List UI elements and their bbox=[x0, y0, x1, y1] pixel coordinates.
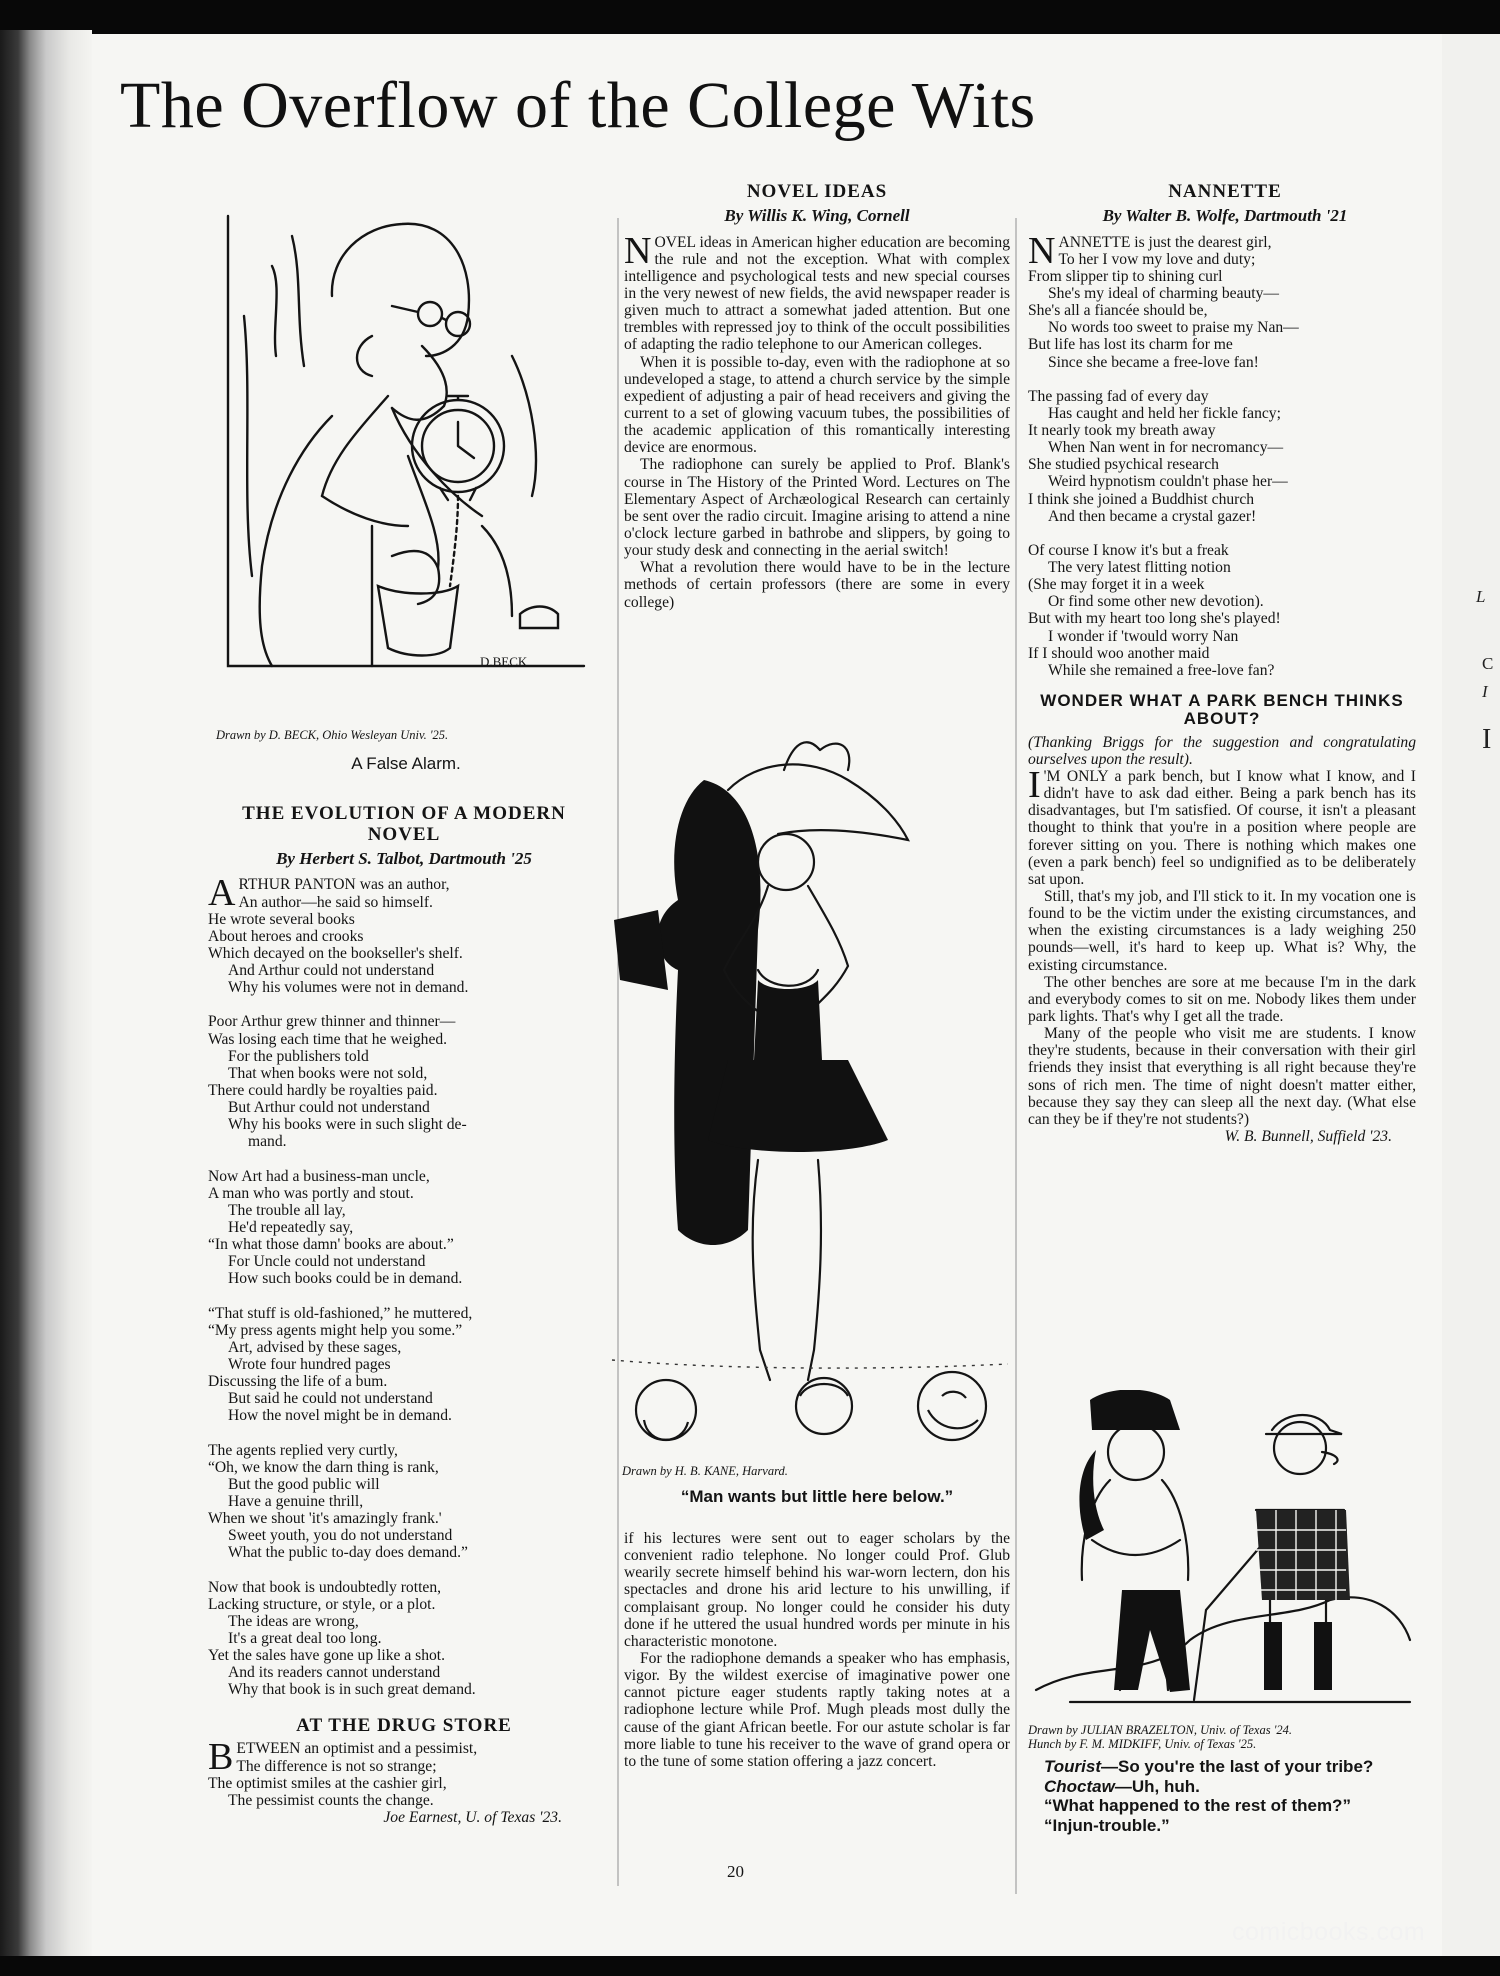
poem-line: When Nan went in for necromancy— bbox=[1048, 439, 1284, 457]
poem-line: I wonder if 'twould worry Nan bbox=[1048, 627, 1239, 645]
poem-stanza bbox=[1028, 388, 1422, 525]
man-wants-illustration bbox=[608, 730, 1014, 1456]
paragraph-text: The radiophone can surely be applied to Prof. Blank's course in The History of the Printed Word. Lectures on The Elementary Aspect of Archæological Research can certainly be sent over the radio circuit. Imagine arising to attend a nine o'clock lecture garbed in bathrobe and slippers, by going to your study desk and connecting in the aerial switch! bbox=[624, 456, 1010, 560]
scan-bottom-border bbox=[0, 1956, 1500, 1976]
next-page-letter: I bbox=[1482, 682, 1488, 701]
poem-line: Have a genuine thrill, bbox=[228, 1492, 364, 1510]
article-heading: WONDER WHAT A PARK BENCH THINKS ABOUT? bbox=[1040, 691, 1404, 728]
poem-line: mand. bbox=[248, 1133, 287, 1151]
poem-line: And Arthur could not understand bbox=[228, 962, 435, 980]
poem-line: Was losing each time that he weighed. bbox=[208, 1030, 448, 1048]
poem-line: Now that book is undoubtedly rotten, bbox=[208, 1578, 442, 1596]
illustration-caption: “Man wants but little here below.” bbox=[680, 1487, 954, 1506]
illustration-credits bbox=[1028, 1724, 1420, 1752]
poem-line: But said he could not understand bbox=[228, 1390, 433, 1408]
poem-line: Which decayed on the bookseller's shelf. bbox=[208, 945, 463, 963]
poem-line: ANNETTE is just the dearest girl, bbox=[1058, 233, 1272, 251]
poem-line: How the novel might be in demand. bbox=[228, 1407, 452, 1425]
park-bench-article bbox=[1028, 692, 1416, 1145]
poem-line: Weird hypnotism couldn't phase her— bbox=[1048, 473, 1288, 491]
tourist-choctaw-illustration bbox=[1030, 1390, 1414, 1720]
poem-line: The very latest flitting notion bbox=[1048, 558, 1231, 576]
novel-ideas-article bbox=[624, 182, 1010, 611]
poem-line: She's my ideal of charming beauty— bbox=[1048, 285, 1280, 302]
poem-line: The agents replied very curtly, bbox=[208, 1441, 398, 1459]
poem-line: “In what those damn' books are about.” bbox=[208, 1236, 454, 1254]
poem-stanza bbox=[1028, 542, 1422, 679]
poem-line: The passing fad of every day bbox=[1028, 387, 1209, 405]
paragraph-text: When it is possible to-day, even with the radiophone at so undeveloped a stage, to attend a church service by the simple expedient of adjusting a pair of head receivers and giving the current to a set of glowing vacuum tubes, the possibilities of the academic application of this romantically interesting device are enormous. bbox=[624, 353, 1010, 457]
poem-line: Discussing the life of a bum. bbox=[208, 1373, 388, 1391]
poem-line: The optimist smiles at the cashier girl, bbox=[208, 1774, 447, 1792]
poem-line: Yet the sales have gone up like a shot. bbox=[208, 1647, 446, 1665]
artist-signature: D.BECK bbox=[480, 654, 528, 669]
page-number: 20 bbox=[727, 1862, 744, 1881]
poem-line: About heroes and crooks bbox=[208, 927, 364, 945]
poem-line: Lacking structure, or style, or a plot. bbox=[208, 1595, 436, 1613]
poem-line: What the public to-day does demand.” bbox=[228, 1544, 468, 1562]
paragraph bbox=[1028, 888, 1416, 974]
paragraph bbox=[1028, 763, 1416, 888]
drugstore-signature: Joe Earnest, U. of Texas '23. bbox=[383, 1808, 562, 1826]
dialogue-line bbox=[1028, 1777, 1420, 1797]
paragraph-text: Many of the people who visit me are students. I know they're students, because in their conversation with their girl friends they insist that everything is all right because they're sons of rich men. The time of night doesn't matter either, because they say they can sleep all the next day. (What else can they be if they're not students?) bbox=[1028, 1025, 1416, 1128]
paragraph-text: Still, that's my job, and I'll stick to it. In my vocation one is found to be the victim under the existing circumstances, and when the existing circumstances is a lady weighing 250 pounds—well, it's hard to keep up. What is? Why, the existing circumstance. bbox=[1028, 887, 1416, 974]
speaker-name: Choctaw bbox=[1044, 1776, 1115, 1796]
poem-byline: By Herbert S. Talbot, Dartmouth '25 bbox=[276, 848, 532, 868]
poem-line: From slipper tip to shining curl bbox=[1028, 267, 1223, 285]
poem-stanza bbox=[208, 1305, 600, 1425]
poem-line: Of course I know it's but a freak bbox=[1028, 541, 1229, 559]
poem-line: And its readers cannot understand bbox=[228, 1664, 441, 1682]
poem-line: The trouble all lay, bbox=[228, 1201, 346, 1219]
poem-body bbox=[208, 872, 600, 1699]
poem-stanza bbox=[208, 872, 600, 997]
dialogue-text: “Injun-trouble.” bbox=[1044, 1815, 1170, 1835]
article-body bbox=[1028, 763, 1416, 1128]
poem-byline: By Walter B. Wolfe, Dartmouth '21 bbox=[1102, 205, 1348, 225]
poem-line: An author—he said so himself. bbox=[238, 893, 433, 911]
artist-credit: Drawn by JULIAN BRAZELTON, Univ. of Texas '24. bbox=[1028, 1723, 1293, 1737]
poem-stanza bbox=[1028, 229, 1422, 371]
paragraph bbox=[624, 1650, 1010, 1770]
illustration-credit: Drawn by H. B. KANE, Harvard. bbox=[622, 1464, 788, 1478]
poem-line: Now Art had a business-man uncle, bbox=[208, 1167, 430, 1185]
paragraph-text: The other benches are sore at me because I'm in the dark and everybody comes to sit on me. Nobody likes them under park lights. That's why I get all the trade. bbox=[1028, 973, 1416, 1025]
paragraph bbox=[624, 354, 1010, 457]
poem-stanza bbox=[208, 1736, 600, 1809]
poem-line: He'd repeatedly say, bbox=[228, 1219, 354, 1236]
poem-line: Or find some other new devotion). bbox=[1048, 593, 1264, 611]
dialogue-line bbox=[1028, 1796, 1420, 1816]
next-page-edge bbox=[1442, 34, 1500, 1956]
speaker-name: Tourist bbox=[1044, 1757, 1101, 1776]
poem-line: The pessimist counts the change. bbox=[228, 1791, 434, 1809]
poem-line: To her I vow my love and duty; bbox=[1058, 250, 1256, 268]
hunch-credit: Hunch by F. M. MIDKIFF, Univ. of Texas '25. bbox=[1028, 1736, 1257, 1751]
drop-cap: A bbox=[208, 872, 236, 915]
poem-line: If I should woo another maid bbox=[1028, 644, 1210, 662]
poem-line: Poor Arthur grew thinner and thinner— bbox=[208, 1013, 456, 1031]
poem-line: But Arthur could not understand bbox=[228, 1099, 430, 1117]
poem-heading: THE EVOLUTION OF A MODERN NOVEL bbox=[242, 803, 566, 845]
article-intro: (Thanking Briggs for the suggestion and congratulating ourselves upon the result). bbox=[1028, 733, 1416, 768]
poem-line: She studied psychical research bbox=[1028, 456, 1219, 474]
paragraph-text: if his lectures were sent out to eager scholars by the convenient radio telephone. No longer could Prof. Glub wearily secrete himself behind his war-worn lectern, don his spectacles and drone his arid lecture to his unwilling, if complaisant group. No longer could he consider his duty done if he uttered the usual hundred words per minute in his characteristic monotone. bbox=[624, 1530, 1010, 1650]
poem-line: While she remained a free-love fan? bbox=[1048, 661, 1275, 679]
paragraph bbox=[1028, 1025, 1416, 1128]
next-page-letter: L bbox=[1476, 587, 1486, 606]
paragraph bbox=[624, 229, 1010, 354]
dialogue-line bbox=[1028, 1816, 1420, 1836]
next-page-letter: C bbox=[1482, 654, 1494, 673]
poem-line: The ideas are wrong, bbox=[228, 1612, 359, 1630]
drop-cap: I bbox=[1028, 763, 1041, 806]
poem-line: Why his books were in such slight de- bbox=[228, 1116, 467, 1134]
book-binding-edge bbox=[0, 30, 92, 1976]
poem-line: Why his volumes were not in demand. bbox=[228, 979, 469, 997]
poem-line: “That stuff is old-fashioned,” he muttered, bbox=[208, 1304, 473, 1322]
false-alarm-illustration bbox=[212, 196, 596, 712]
paragraph-text: OVEL ideas in American higher education are becoming the rule and not the exception. What with complex intelligence and psychological tests and new special courses in the very newest of new fields, the avid newspaper reader is given much to attract a somewhat jaded attention. But one trembles with repressed joy to think of the occult possibilities of adapting the radio telephone to our American colleges. bbox=[624, 233, 1010, 354]
poem-line: “Oh, we know the darn thing is rank, bbox=[208, 1458, 439, 1476]
poem-line: It nearly took my breath away bbox=[1028, 421, 1216, 439]
poem-line: ETWEEN an optimist and a pessimist, bbox=[236, 1740, 478, 1758]
poem-line: For Uncle could not understand bbox=[228, 1253, 426, 1271]
paragraph-text: For the radiophone demands a speaker who has emphasis, vigor. By the wildest exercise of imaginative power one cannot picture eager students raptly taking notes at a radiophone lecture while Prof. Mugh pleads most dully the cause of the giant African beetle. For our astute scholar is far more liable to tune his receiver to the wave of grand opera or to the tune of some station offering a jazz concert. bbox=[624, 1649, 1010, 1770]
dialogue-text: “What happened to the rest of them?” bbox=[1044, 1796, 1351, 1816]
paragraph bbox=[1028, 974, 1416, 1025]
poem-line: “My press agents might help you some.” bbox=[208, 1321, 463, 1339]
paragraph bbox=[624, 559, 1010, 610]
article-body bbox=[624, 229, 1010, 611]
drop-cap: N bbox=[624, 229, 652, 272]
poem-line: I think she joined a Buddhist church bbox=[1028, 490, 1255, 508]
next-page-letter: I bbox=[1482, 724, 1492, 755]
poem-line: She's all a fiancée should be, bbox=[1028, 302, 1208, 320]
paragraph-text: 'M ONLY a park bench, but I know what I know, and I didn't have to ask dad either. Being a park bench has its disadvantages, but I'm satisfied. Of course, it isn't a pleasant thought to think that you're in a position where people are forever sitting on you. There is nothing which makes one (even a park bench) feel so undignified as to be deliberately sat upon. bbox=[1028, 767, 1416, 888]
poem-line: A man who was portly and stout. bbox=[208, 1184, 414, 1202]
illustration-caption: A False Alarm. bbox=[351, 754, 461, 773]
poem-line: He wrote several books bbox=[208, 910, 355, 928]
poem-line: For the publishers told bbox=[228, 1047, 369, 1065]
poem-body bbox=[1028, 229, 1422, 679]
poem-stanza bbox=[208, 1442, 600, 1562]
poem-line: But life has lost its charm for me bbox=[1028, 336, 1233, 354]
novel-ideas-continued bbox=[624, 1530, 1010, 1770]
paragraph-text: What a revolution there would have to be in the lecture methods of certain professors (there are some in every college) bbox=[624, 559, 1010, 611]
poem-line: It's a great deal too long. bbox=[228, 1629, 382, 1647]
article-heading: NOVEL IDEAS bbox=[746, 181, 888, 202]
nannette-poem-column bbox=[1028, 182, 1422, 696]
watermark: comicbooks.com bbox=[1232, 1918, 1426, 1946]
poem-line: No words too sweet to praise my Nan— bbox=[1048, 319, 1299, 337]
poem-line: (She may forget it in a week bbox=[1028, 576, 1205, 594]
poem-heading: NANNETTE bbox=[1168, 181, 1282, 202]
drop-cap: N bbox=[1028, 229, 1056, 272]
poem-stanza bbox=[208, 1013, 600, 1150]
dialogue-text: —Uh, huh. bbox=[1114, 1776, 1200, 1796]
cartoon-dialogue bbox=[1028, 1757, 1420, 1835]
poem-line: There could hardly be royalties paid. bbox=[208, 1082, 438, 1100]
scan-top-border bbox=[0, 0, 1500, 36]
illustration-credit: Drawn by D. BECK, Ohio Wesleyan Univ. '25. bbox=[216, 728, 449, 742]
poem-stanza bbox=[208, 1168, 600, 1288]
poem-line: Has caught and held her fickle fancy; bbox=[1048, 404, 1281, 422]
poem-line: And then became a crystal gazer! bbox=[1048, 507, 1257, 525]
article-signature: W. B. Bunnell, Suffield '23. bbox=[1224, 1127, 1392, 1145]
poem-stanza bbox=[208, 1579, 600, 1699]
drop-cap: B bbox=[208, 1736, 234, 1779]
poem-line: RTHUR PANTON was an author, bbox=[238, 876, 450, 894]
paragraph bbox=[624, 1530, 1010, 1650]
article-byline: By Willis K. Wing, Cornell bbox=[724, 205, 910, 225]
poem-line: Why that book is in such great demand. bbox=[228, 1681, 476, 1699]
page-title: The Overflow of the College Wits bbox=[120, 69, 1036, 142]
poem-line: When we shout 'it's amazingly frank.' bbox=[208, 1510, 442, 1528]
evolution-poem-column bbox=[208, 804, 600, 1826]
poem-line: The difference is not so strange; bbox=[236, 1757, 437, 1775]
paragraph bbox=[624, 456, 1010, 559]
poem-line: That when books were not sold, bbox=[228, 1064, 428, 1082]
poem-line: But the good public will bbox=[228, 1475, 380, 1493]
poem-line: Sweet youth, you do not understand bbox=[228, 1527, 453, 1545]
article-body-continued bbox=[624, 1530, 1010, 1770]
drugstore-body bbox=[208, 1736, 600, 1809]
poem-line: But with my heart too long she's played! bbox=[1028, 610, 1281, 628]
poem-line: Since she became a free-love fan! bbox=[1048, 353, 1259, 371]
poem-line: Wrote four hundred pages bbox=[228, 1355, 391, 1373]
dialogue-text: —So you're the last of your tribe? bbox=[1100, 1757, 1374, 1776]
drugstore-heading: AT THE DRUG STORE bbox=[296, 1714, 512, 1736]
poem-line: How such books could be in demand. bbox=[228, 1270, 463, 1288]
poem-line: Art, advised by these sages, bbox=[228, 1338, 402, 1356]
dialogue-line bbox=[1028, 1757, 1420, 1777]
